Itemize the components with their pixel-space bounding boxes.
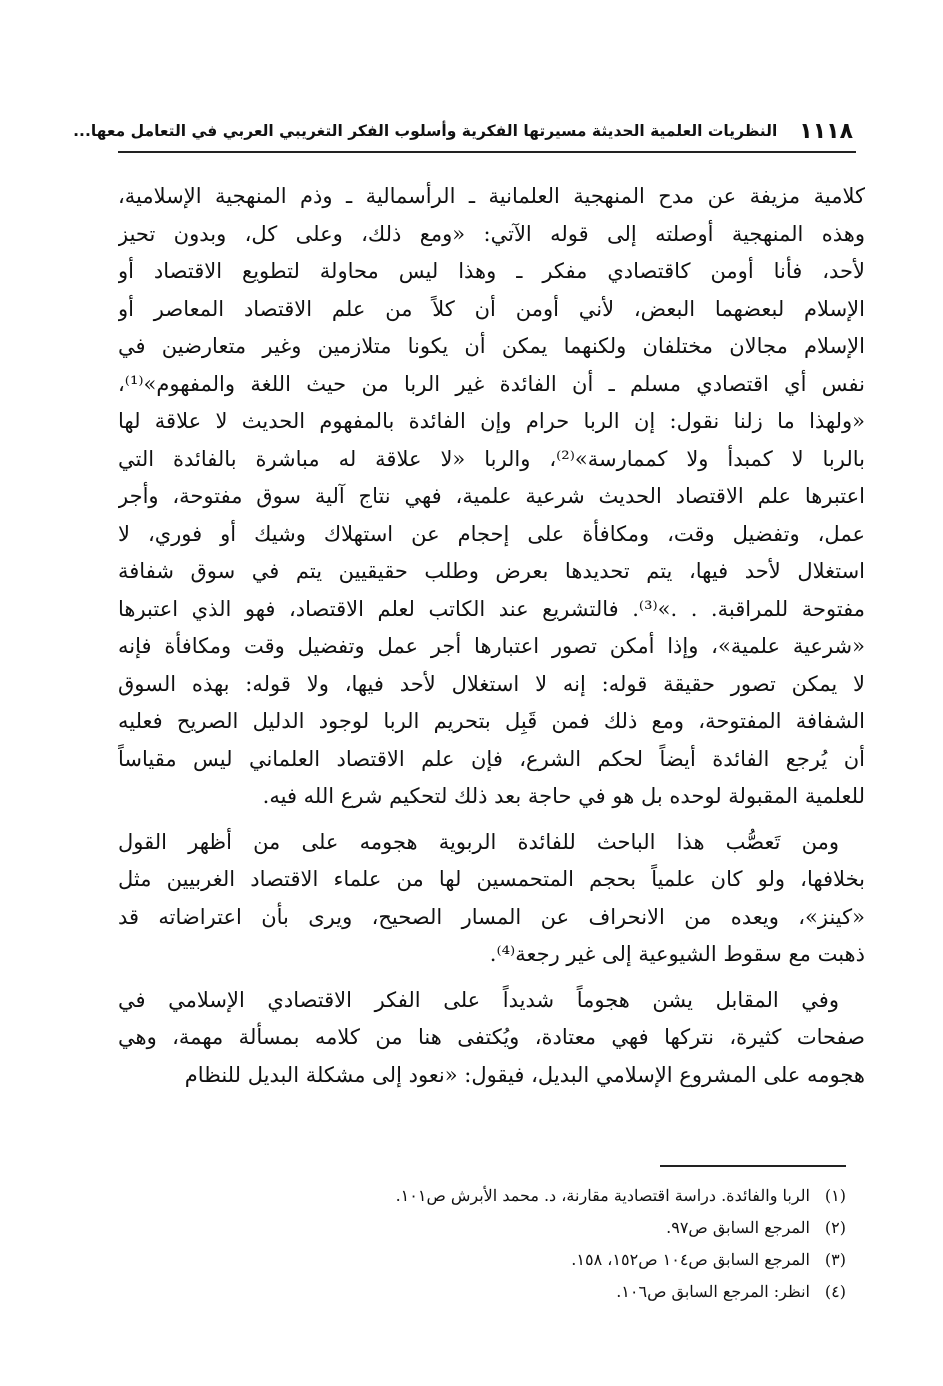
footnote-number: (١): [824, 1186, 846, 1205]
text-line: كلامية مزيفة عن مدح المنهجية العلمانية ـ الرأسمالية ـ وذم المنهجية الإسلامية،: [118, 184, 865, 208]
footnote-text: المرجع السابق ص١٠٤ ص١٥٢، ١٥٨.: [571, 1250, 810, 1269]
text-line: «كينز»، ويعده من الانحراف عن المسار الصحيح، ويرى بأن اعتراضاته قد: [118, 904, 865, 929]
text-line: «شرعية علمية»، وإذا أمكن تصور اعتبارها أجر عمل وتفضيل وقت ومكافأة فإنه: [118, 634, 865, 658]
footnote: [250, 1244, 846, 1276]
header-rule: [118, 151, 856, 153]
running-title: النظريات العلمية الحديثة مسيرتها الفكرية وأسلوب الفكر التغريبي العربي في التعامل معها...: [73, 122, 778, 140]
page-number: ١١١٨: [799, 118, 853, 144]
text-line: هجومه على المشروع الإسلامي البديل، فيقول: «نعود إلى مشكلة البديل للنظام: [184, 1062, 865, 1087]
footnote-number: (٢): [824, 1218, 846, 1237]
footnote: [250, 1212, 846, 1244]
running-header: [73, 116, 853, 146]
paragraph-gap: [118, 816, 865, 824]
text-line: للعلمية المقبولة لوحده بل هو في حاجة بعد ذلك لتحكيم شرع الله فيه.: [262, 784, 865, 808]
body-text: [118, 178, 865, 1094]
text-line: بخلافها، ولو كان علمياً بحجم المتحمسين لها من علماء الاقتصاد الغربيين مثل: [118, 867, 865, 891]
footnote-text: انظر: المرجع السابق ص١٠٦.: [616, 1282, 810, 1301]
text-line: بالربا لا كمبدأ ولا كممارسة»⁽²⁾، والربا «لا علاقة له مباشرة بالفائدة التي: [118, 446, 865, 471]
text-line: لا يمكن تصور حقيقة قوله: إنه لا استغلال لأحد فيها، ولا قوله: بهذه السوق: [118, 671, 865, 696]
footnotes: [250, 1180, 846, 1308]
footnote-number: (٣): [824, 1250, 846, 1269]
text-line: وهذه المنهجية أوصلته إلى قوله الآتي: «ومع ذلك، وعلى كل، وبدون تحيز: [118, 221, 865, 246]
text-line: أن يُرجع الفائدة أيضاً لحكم الشرع، فإن علم الاقتصاد العلماني ليس مقياساً: [118, 746, 865, 771]
text-line: عمل، وتفضيل وقت، ومكافأة على إحجام عن استهلاك وشيك أو فوري، لا: [118, 521, 865, 546]
text-line: الشفافة المفتوحة، ومع ذلك فمن قَبِل بتحريم الربا لوجود الدليل الصريح فعليه: [118, 709, 865, 733]
text-line: الإسلام مجالان مختلفان ولكنهما يمكن أن يكونا متلازمين وغير متعارضين في: [118, 334, 865, 358]
text-line: لأحد، فأنا أومن كاقتصادي مفكر ـ وهذا ليس محاولة لتطويع الاقتصاد أو: [118, 259, 865, 283]
text-line: صفحات كثيرة، نتركها فهي معتادة، ويُكتفى هنا من كلامه بمسألة مهمة، وهي: [118, 1025, 865, 1049]
text-line: «ولهذا ما زلنا نقول: إن الربا حرام وإن الفائدة بالمفهوم الحديث لا علاقة لها: [118, 409, 865, 433]
text-line: ومن تَعصُّب هذا الباحث للفائدة الربوية هجومه على من أظهر القول: [118, 829, 839, 854]
text-line: وفي المقابل يشن هجوماً شديداً على الفكر الاقتصادي الإسلامي في: [118, 987, 839, 1012]
footnote-text: الربا والفائدة. دراسة اقتصادية مقارنة، د. محمد الأبرش ص١٠١.: [395, 1186, 810, 1205]
text-line: اعتبرها علم الاقتصاد الحديث شرعية علمية، فهي نتاج آلية سوق مفتوحة، وأجر: [118, 484, 865, 508]
footnote-text: المرجع السابق ص٩٧.: [666, 1218, 810, 1237]
text-line: ذهبت مع سقوط الشيوعية إلى غير رجعة⁽⁴⁾.: [489, 942, 865, 966]
text-line: نفس أي اقتصادي مسلم ـ أن الفائدة غير الربا من حيث اللغة والمفهوم»⁽¹⁾،: [118, 371, 865, 396]
text-line: مفتوحة للمراقبة. . .»⁽³⁾. فالتشريع عند الكاتب لعلم الاقتصاد، فهو الذي اعتبرها: [118, 596, 865, 621]
footnote-number: (٤): [824, 1282, 846, 1301]
text-line: استغلال لأحد فيها، يتم تحديدها بعرض وطلب حقيقيين يتم في سوق شفافة: [118, 559, 865, 583]
footnote: [250, 1276, 846, 1308]
footnote: [250, 1180, 846, 1212]
paragraph-gap: [118, 974, 865, 982]
footnote-rule: [660, 1165, 846, 1167]
text-line: الإسلام لبعضهما البعض، لأني أومن أن كلاً من علم الاقتصاد المعاصر أو: [118, 296, 865, 321]
